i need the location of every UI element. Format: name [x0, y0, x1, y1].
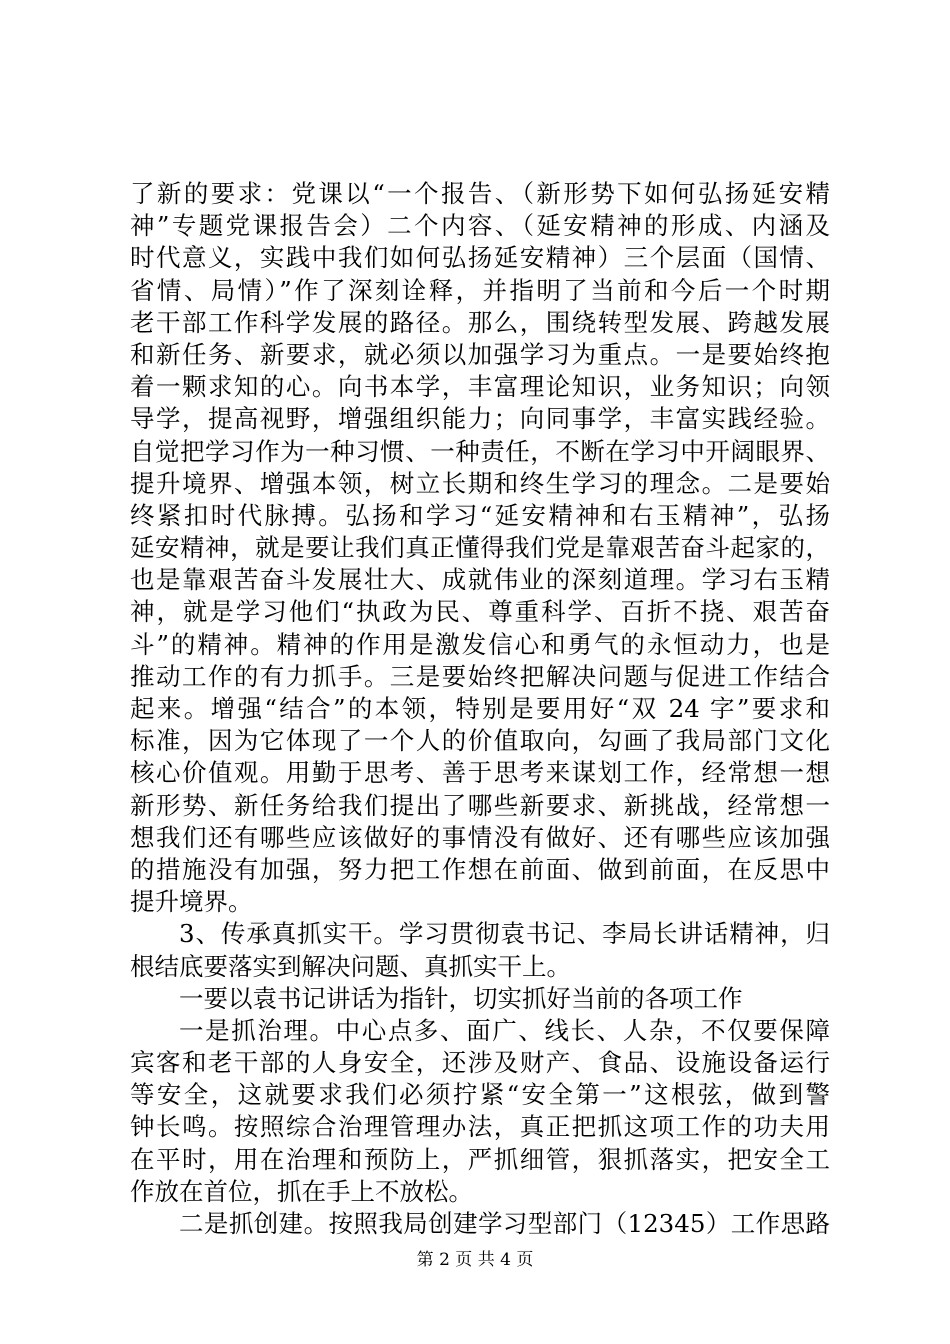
text-line: 作放在首位，抓在手上不放松。: [130, 1176, 473, 1206]
text-line: 核心价值观。用勤于思考、善于思考来谋划工作，经常想一想: [130, 758, 830, 788]
text-line: 了新的要求：党课以“一个报告、（新形势下如何弘扬延安精: [130, 179, 830, 208]
text-line: 的措施没有加强，努力把工作想在前面、做到前面，在反思中: [130, 854, 830, 884]
text-line: 提升境界。: [130, 887, 253, 917]
document-body: [130, 178, 830, 1240]
text-line: 一是抓治理。中心点多、面广、线长、人杂，不仅要保障: [179, 1015, 830, 1045]
text-line: 想我们还有哪些应该做好的事情没有做好、还有哪些应该加强: [130, 822, 830, 852]
text-line: 老干部工作科学发展的路径。那么，围绕转型发展、跨越发展: [130, 307, 830, 337]
text-line: 二是抓创建。按照我局创建学习型部门（12345）工作思路: [179, 1209, 830, 1238]
text-line: 神”专题党课报告会）二个内容、（延安精神的形成、内涵及: [130, 211, 830, 241]
text-line: 也是靠艰苦奋斗发展壮大、成就伟业的深刻道理。学习右玉精: [130, 565, 830, 595]
text-line: 神，就是学习他们“执政为民、尊重科学、百折不挠、艰苦奋: [130, 597, 830, 627]
text-line: 标准，因为它体现了一个人的价值取向，勾画了我局部门文化: [130, 726, 830, 756]
text-line: 钟长鸣。按照综合治理管理办法，真正把抓这项工作的功夫用: [130, 1112, 830, 1142]
text-line: 和新任务、新要求，就必须以加强学习为重点。一是要始终抱: [130, 339, 830, 369]
text-line: 新形势、新任务给我们提出了哪些新要求、新挑战，经常想一: [130, 790, 830, 820]
text-line: 终紧扣时代脉搏。弘扬和学习“延安精神和右玉精神”，弘扬: [130, 500, 830, 530]
text-line: 着一颗求知的心。向书本学，丰富理论知识，业务知识；向领: [130, 372, 830, 402]
text-line: 在平时，用在治理和预防上，严抓细管，狠抓落实，把安全工: [130, 1144, 830, 1174]
text-line: 延安精神，就是要让我们真正懂得我们党是靠艰苦奋斗起家的，: [130, 533, 830, 563]
text-line: 自觉把学习作为一种习惯、一种责任，不断在学习中开阔眼界、: [130, 436, 830, 466]
text-line: 提升境界、增强本领，树立长期和终生学习的理念。二是要始: [130, 468, 830, 498]
text-line: 起来。增强“结合”的本领，特别是要用好“双 24 字”要求和: [130, 694, 830, 723]
text-line: 根结底要落实到解决问题、真抓实干上。: [130, 951, 571, 981]
text-line: 省情、局情）”作了深刻诠释，并指明了当前和今后一个时期: [130, 275, 830, 305]
text-line: 一要以袁书记讲话为指针，切实抓好当前的各项工作: [179, 983, 743, 1013]
page-footer: 第 2 页 共 4 页: [416, 1250, 534, 1270]
text-line: 宾客和老干部的人身安全，还涉及财产、食品、设施设备运行: [130, 1048, 830, 1078]
text-line: 时代意义，实践中我们如何弘扬延安精神）三个层面（国情、: [130, 243, 830, 273]
text-line: 推动工作的有力抓手。三是要始终把解决问题与促进工作结合: [130, 661, 830, 691]
text-line: 斗”的精神。精神的作用是激发信心和勇气的永恒动力，也是: [130, 629, 830, 659]
text-line: 3、传承真抓实干。学习贯彻袁书记、李局长讲话精神，归: [179, 919, 830, 949]
text-line: 等安全，这就要求我们必须拧紧“安全第一”这根弦，做到警: [130, 1080, 830, 1110]
text-line: 导学，提高视野，增强组织能力；向同事学，丰富实践经验。: [130, 404, 830, 434]
